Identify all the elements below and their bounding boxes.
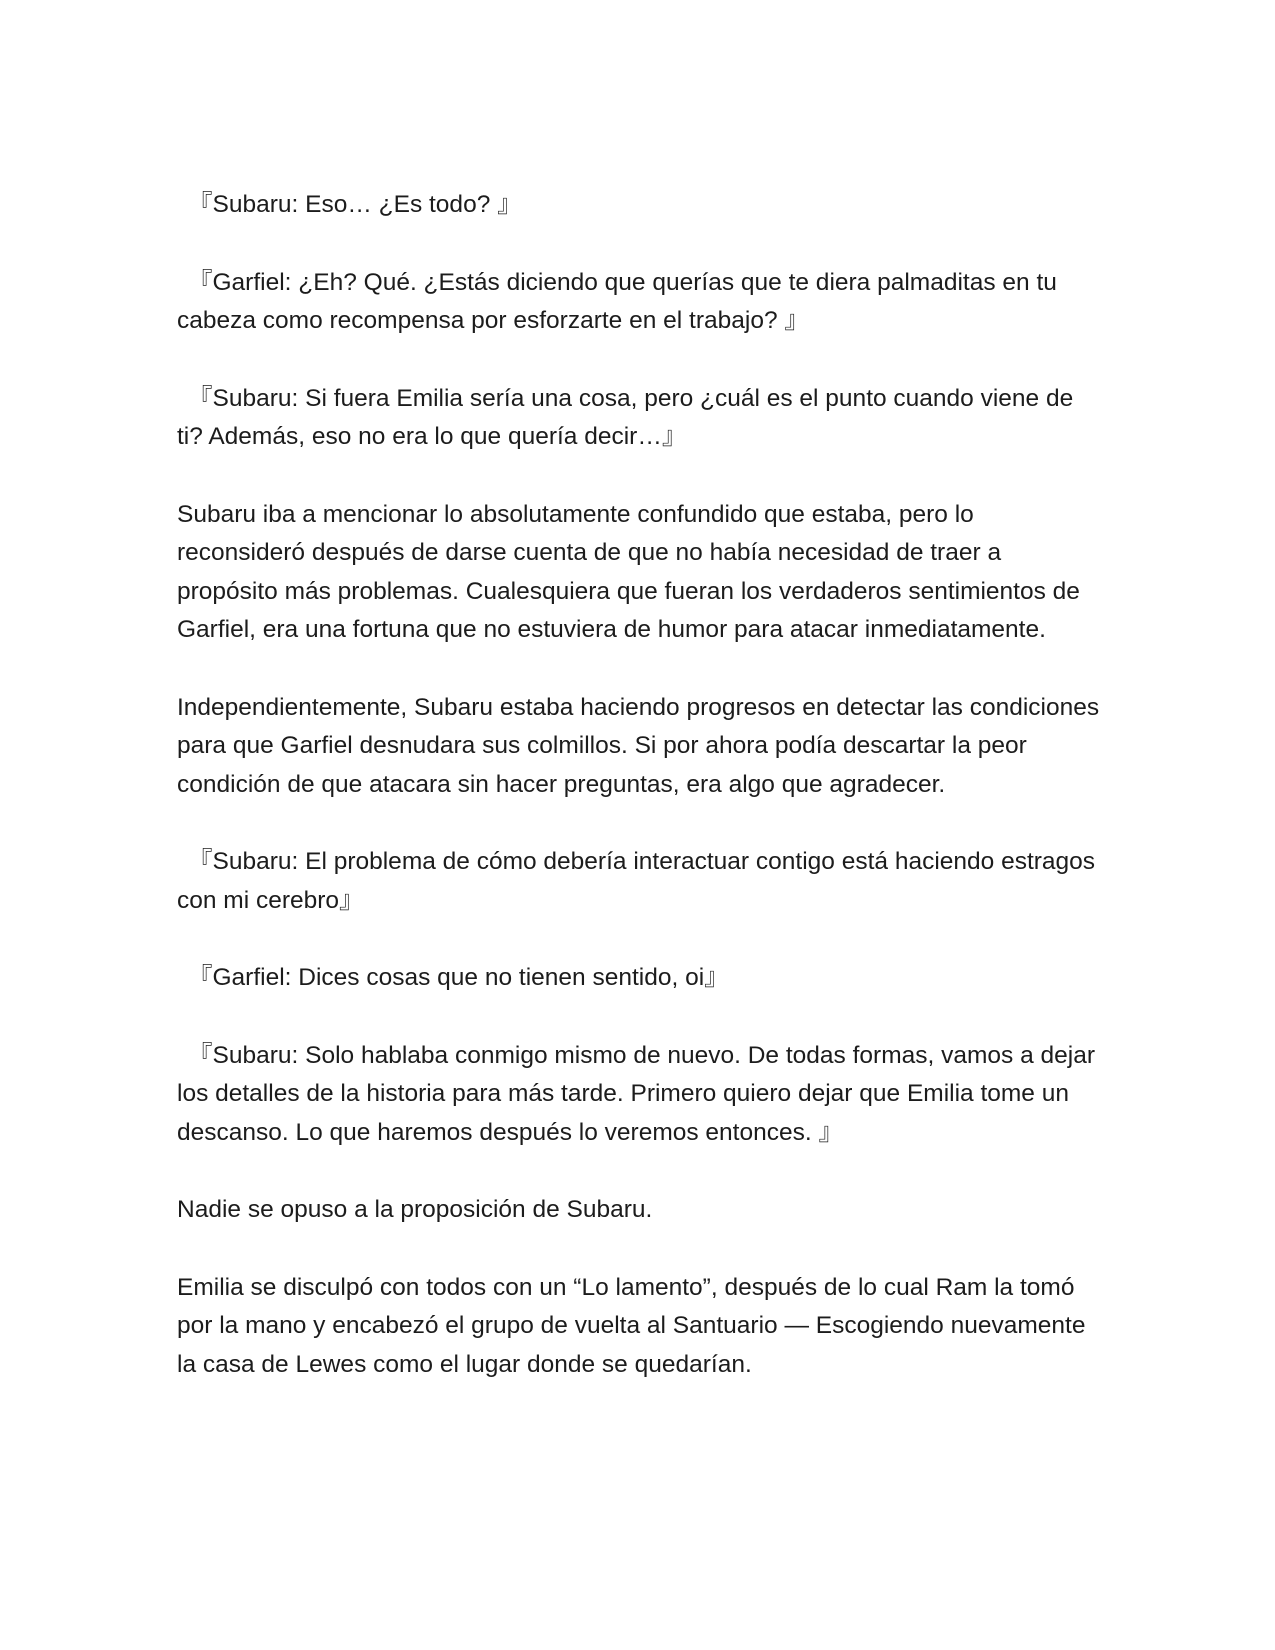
- dialogue-paragraph: 『Subaru: Si fuera Emilia sería una cosa, pero ¿cuál es el punto cuando viene de ti? Además, eso no era lo que quería decir…』: [177, 384, 1074, 450]
- narration-paragraph: Nadie se opuso a la proposición de Subaru.: [177, 1196, 653, 1223]
- dialogue-paragraph: 『Subaru: Eso… ¿Es todo? 』: [188, 191, 522, 218]
- narration-paragraph: Independientemente, Subaru estaba haciendo progresos en detectar las condiciones para que Garfiel desnudara sus colmillos. Si por ahora podía descartar la peor condición de que atacara sin hacer preguntas, era algo que agradecer.: [177, 693, 1100, 798]
- narration-paragraph: Subaru iba a mencionar lo absolutamente confundido que estaba, pero lo reconsideró después de darse cuenta de que no había necesidad de traer a propósito más problemas. Cualesquiera que fueran los verdaderos sentimientos de Garfiel, era una fortuna que no estuviera de humor para atacar inmediatamente.: [177, 500, 1080, 643]
- text-body: [177, 186, 1102, 1423]
- dialogue-paragraph: 『Subaru: Solo hablaba conmigo mismo de nuevo. De todas formas, vamos a dejar los detalles de la historia para más tarde. Primero quiero dejar que Emilia tome un descanso. Lo que haremos después lo veremos entonces. 』: [177, 1041, 1095, 1146]
- dialogue-paragraph: 『Garfiel: Dices cosas que no tienen sentido, oi』: [188, 964, 729, 991]
- narration-paragraph: Emilia se disculpó con todos con un “Lo lamento”, después de lo cual Ram la tomó por la mano y encabezó el grupo de vuelta al Santuario — Escogiendo nuevamente la casa de Lewes como el lugar donde se quedarían.: [177, 1273, 1086, 1378]
- dialogue-paragraph: 『Garfiel: ¿Eh? Qué. ¿Estás diciendo que querías que te diera palmaditas en tu cabeza como recompensa por esforzarte en el trabajo? 』: [177, 268, 1057, 334]
- dialogue-paragraph: 『Subaru: El problema de cómo debería interactuar contigo está haciendo estragos con mi cerebro』: [177, 848, 1096, 914]
